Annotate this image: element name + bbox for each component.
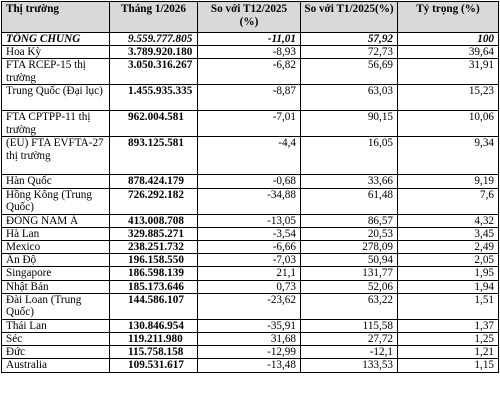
change-vs-t12: -13,05 bbox=[198, 214, 301, 227]
table-row bbox=[2, 59, 499, 85]
change-vs-t12: -6,82 bbox=[198, 59, 301, 85]
change-vs-t12: -7,01 bbox=[198, 111, 301, 137]
share-percent: 1,95 bbox=[398, 267, 499, 280]
market-name: FTA CPTPP-11 thị trường bbox=[2, 111, 110, 137]
change-vs-t1: 50,94 bbox=[301, 254, 398, 267]
change-vs-t1: 133,53 bbox=[301, 359, 398, 372]
table-row bbox=[2, 188, 499, 214]
share-percent: 7,6 bbox=[398, 188, 499, 214]
market-name: Đức bbox=[2, 346, 110, 359]
change-vs-t12: -13,48 bbox=[198, 359, 301, 372]
market-name: Hàn Quốc bbox=[2, 175, 110, 188]
change-vs-t1: 63,22 bbox=[301, 293, 398, 319]
total-name: TỔNG CHUNG bbox=[2, 33, 110, 46]
change-vs-t1: 56,69 bbox=[301, 59, 398, 85]
market-name: Hà Lan bbox=[2, 227, 110, 240]
export-value: 3.050.316.267 bbox=[110, 59, 198, 85]
table-row bbox=[2, 319, 499, 332]
change-vs-t1: 20,53 bbox=[301, 227, 398, 240]
change-vs-t12: -23,62 bbox=[198, 293, 301, 319]
table-row bbox=[2, 241, 499, 254]
total-value: 9.559.777.805 bbox=[110, 33, 198, 46]
change-vs-t12: 0,73 bbox=[198, 280, 301, 293]
change-vs-t12: -3,54 bbox=[198, 227, 301, 240]
table-row bbox=[2, 227, 499, 240]
header-market: Thị trường bbox=[2, 2, 110, 33]
share-percent: 10,06 bbox=[398, 111, 499, 137]
market-name: Singapore bbox=[2, 267, 110, 280]
market-name: Australia bbox=[2, 359, 110, 372]
change-vs-t12: -4,4 bbox=[198, 137, 301, 175]
share-percent: 1,25 bbox=[398, 333, 499, 346]
export-value: 185.173.646 bbox=[110, 280, 198, 293]
export-value: 3.789.920.180 bbox=[110, 46, 198, 59]
header-share: Tỷ trọng (%) bbox=[398, 2, 499, 33]
export-value: 119.211.980 bbox=[110, 333, 198, 346]
export-value: 186.598.139 bbox=[110, 267, 198, 280]
change-vs-t12: -8,93 bbox=[198, 46, 301, 59]
market-name: Séc bbox=[2, 333, 110, 346]
header-month: Tháng 1/2026 bbox=[110, 2, 198, 33]
share-percent: 31,91 bbox=[398, 59, 499, 85]
share-percent: 3,45 bbox=[398, 227, 499, 240]
share-percent: 1,15 bbox=[398, 359, 499, 372]
export-value: 1.455.935.335 bbox=[110, 85, 198, 111]
market-name: Mexico bbox=[2, 241, 110, 254]
share-percent: 9,19 bbox=[398, 175, 499, 188]
change-vs-t1: -12,1 bbox=[301, 346, 398, 359]
market-name: FTA RCEP-15 thị trường bbox=[2, 59, 110, 85]
change-vs-t1: 90,15 bbox=[301, 111, 398, 137]
header-vs-t1: So với T1/2025(%) bbox=[301, 2, 398, 33]
change-vs-t1: 33,66 bbox=[301, 175, 398, 188]
export-value: 238.251.732 bbox=[110, 241, 198, 254]
change-vs-t12: -34,88 bbox=[198, 188, 301, 214]
change-vs-t12: -8,87 bbox=[198, 85, 301, 111]
market-name: Trung Quốc (Đại lục) bbox=[2, 85, 110, 111]
market-name: Nhật Bản bbox=[2, 280, 110, 293]
export-value: 329.885.271 bbox=[110, 227, 198, 240]
change-vs-t1: 63,03 bbox=[301, 85, 398, 111]
total-share: 100 bbox=[398, 33, 499, 46]
table-row bbox=[2, 137, 499, 175]
change-vs-t1: 115,58 bbox=[301, 319, 398, 332]
table-row bbox=[2, 280, 499, 293]
market-name: Thái Lan bbox=[2, 319, 110, 332]
table-row bbox=[2, 254, 499, 267]
share-percent: 2,49 bbox=[398, 241, 499, 254]
table-row bbox=[2, 333, 499, 346]
table-row bbox=[2, 214, 499, 227]
table-row bbox=[2, 46, 499, 59]
market-name: Hoa Kỳ bbox=[2, 46, 110, 59]
share-percent: 9,34 bbox=[398, 137, 499, 175]
export-value: 144.586.107 bbox=[110, 293, 198, 319]
table-row bbox=[2, 293, 499, 319]
export-value: 962.004.581 bbox=[110, 111, 198, 137]
share-percent: 15,23 bbox=[398, 85, 499, 111]
market-name: ĐÔNG NAM Á bbox=[2, 214, 110, 227]
change-vs-t12: -0,68 bbox=[198, 175, 301, 188]
change-vs-t12: -6,66 bbox=[198, 241, 301, 254]
table-row bbox=[2, 85, 499, 111]
change-vs-t1: 27,72 bbox=[301, 333, 398, 346]
export-value: 196.158.550 bbox=[110, 254, 198, 267]
market-name: Ấn Độ bbox=[2, 254, 110, 267]
market-name: Đài Loan (Trung Quốc) bbox=[2, 293, 110, 319]
export-value: 413.008.708 bbox=[110, 214, 198, 227]
total-row bbox=[2, 33, 499, 46]
total-vs-t12: -11,01 bbox=[198, 33, 301, 46]
export-value: 109.531.617 bbox=[110, 359, 198, 372]
table-row bbox=[2, 175, 499, 188]
change-vs-t1: 278,09 bbox=[301, 241, 398, 254]
change-vs-t1: 61,48 bbox=[301, 188, 398, 214]
share-percent: 2,05 bbox=[398, 254, 499, 267]
change-vs-t1: 16,05 bbox=[301, 137, 398, 175]
share-percent: 1,21 bbox=[398, 346, 499, 359]
export-value: 726.292.182 bbox=[110, 188, 198, 214]
share-percent: 1,94 bbox=[398, 280, 499, 293]
header-row bbox=[2, 2, 499, 33]
share-percent: 4,32 bbox=[398, 214, 499, 227]
table-row bbox=[2, 346, 499, 359]
market-name: (EU) FTA EVFTA-27 thị trường bbox=[2, 137, 110, 175]
change-vs-t12: 31,68 bbox=[198, 333, 301, 346]
table-row bbox=[2, 267, 499, 280]
change-vs-t1: 131,77 bbox=[301, 267, 398, 280]
export-value: 115.758.158 bbox=[110, 346, 198, 359]
change-vs-t12: -7,03 bbox=[198, 254, 301, 267]
change-vs-t12: -35,91 bbox=[198, 319, 301, 332]
change-vs-t1: 72,73 bbox=[301, 46, 398, 59]
change-vs-t1: 52,06 bbox=[301, 280, 398, 293]
change-vs-t1: 86,57 bbox=[301, 214, 398, 227]
market-name: Hồng Kông (Trung Quốc) bbox=[2, 188, 110, 214]
change-vs-t12: 21,1 bbox=[198, 267, 301, 280]
table-row bbox=[2, 359, 499, 372]
share-percent: 1,51 bbox=[398, 293, 499, 319]
share-percent: 39,64 bbox=[398, 46, 499, 59]
header-vs-t12: So với T12/2025 (%) bbox=[198, 2, 301, 33]
export-value: 893.125.581 bbox=[110, 137, 198, 175]
export-value: 878.424.179 bbox=[110, 175, 198, 188]
export-value: 130.846.954 bbox=[110, 319, 198, 332]
share-percent: 1,37 bbox=[398, 319, 499, 332]
table-row bbox=[2, 111, 499, 137]
market-table bbox=[1, 1, 499, 373]
total-vs-t1: 57,92 bbox=[301, 33, 398, 46]
change-vs-t12: -12,99 bbox=[198, 346, 301, 359]
